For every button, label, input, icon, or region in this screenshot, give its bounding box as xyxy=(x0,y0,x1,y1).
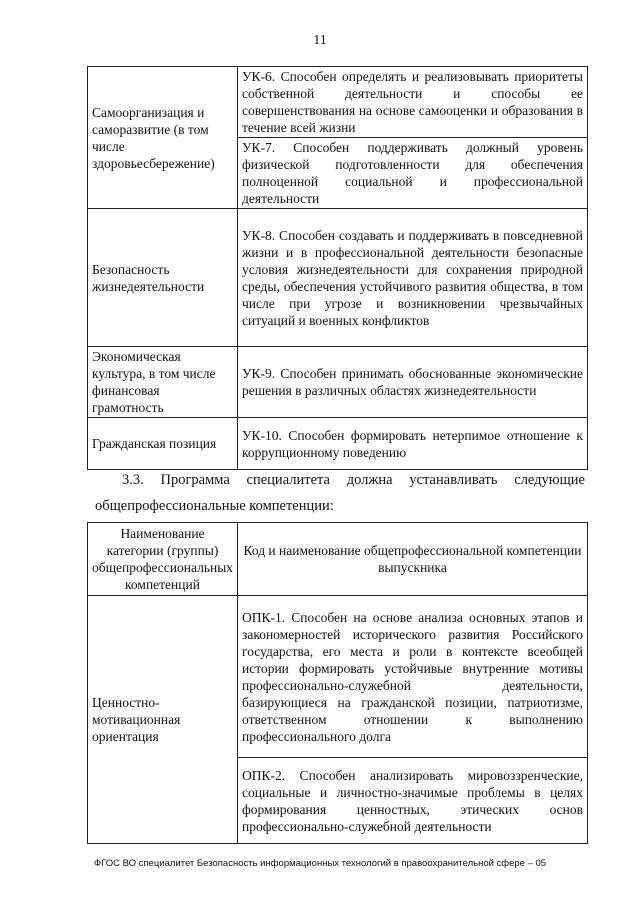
competency-cell: ОПК-1. Способен на основе анализа основных этапов и закономерностей исторического развития Российского государства, его места и роли в контексте всеобщей истории формировать устойчивые внутренние мотивы профессионально-служебной деятельности, базирующиеся на гражданской позиции, патриотизме, ответственном отношении к выполнению профессионального долга xyxy=(238,596,588,758)
table-row xyxy=(88,596,588,758)
competency-cell: ОПК-2. Способен анализировать мировоззренческие, социальные и личностно-значимые проблемы в целях формирования ценностных, этических основ профессионально-служебной деятельности xyxy=(238,758,588,844)
competency-cell: УК-8. Способен создавать и поддерживать в повседневной жизни и в профессиональной деятельности безопасные условия жизнедеятельности для сохранения природной среды, обеспечения устойчивого развития общества, в том числе при угрозе и возникновении чрезвычайных ситуаций и военных конфликтов xyxy=(238,209,588,347)
table-row xyxy=(88,67,588,138)
table-header-row xyxy=(88,523,588,596)
category-cell: Гражданская позиция xyxy=(88,418,238,470)
header-competency: Код и наименование общепрофессиональной компетенции выпускника xyxy=(238,523,588,596)
section-paragraph xyxy=(95,467,585,519)
competency-cell: УК-10. Способен формировать нетерпимое отношение к коррупционному поведению xyxy=(238,418,588,470)
competency-table-universal xyxy=(87,66,588,470)
table-row xyxy=(88,347,588,418)
competency-table-general-professional xyxy=(87,522,588,844)
table-row xyxy=(88,418,588,470)
paragraph-text: 3.3. Программа специалитета должна устанавливать следующие общепрофессиональные компетенции: xyxy=(95,472,585,514)
competency-cell: УК-7. Способен поддерживать должный уровень физической подготовленности для обеспечения полноценной социальной и профессиональной деятельности xyxy=(238,138,588,209)
page-number: 11 xyxy=(313,33,327,48)
category-cell: Ценностно-мотивационная ориентация xyxy=(88,596,238,844)
category-cell: Экономическая культура, в том числе финансовая грамотность xyxy=(88,347,238,418)
header-category: Наименование категории (группы) общепрофессиональных компетенций xyxy=(88,523,238,596)
category-cell: Безопасность жизнедеятельности xyxy=(88,209,238,347)
competency-cell: УК-6. Способен определять и реализовывать приоритеты собственной деятельности и способы ее совершенствования на основе самооценки и образования в течение всей жизни xyxy=(238,67,588,138)
competency-cell: УК-9. Способен принимать обоснованные экономические решения в различных областях жизнедеятельности xyxy=(238,347,588,418)
page-footer: ФГОС ВО специалитет Безопасность информационных технологий в правоохранительной сфере – 05 xyxy=(93,858,547,869)
table-row xyxy=(88,209,588,347)
category-cell: Самоорганизация и саморазвитие (в том числе здоровьесбережение) xyxy=(88,67,238,209)
